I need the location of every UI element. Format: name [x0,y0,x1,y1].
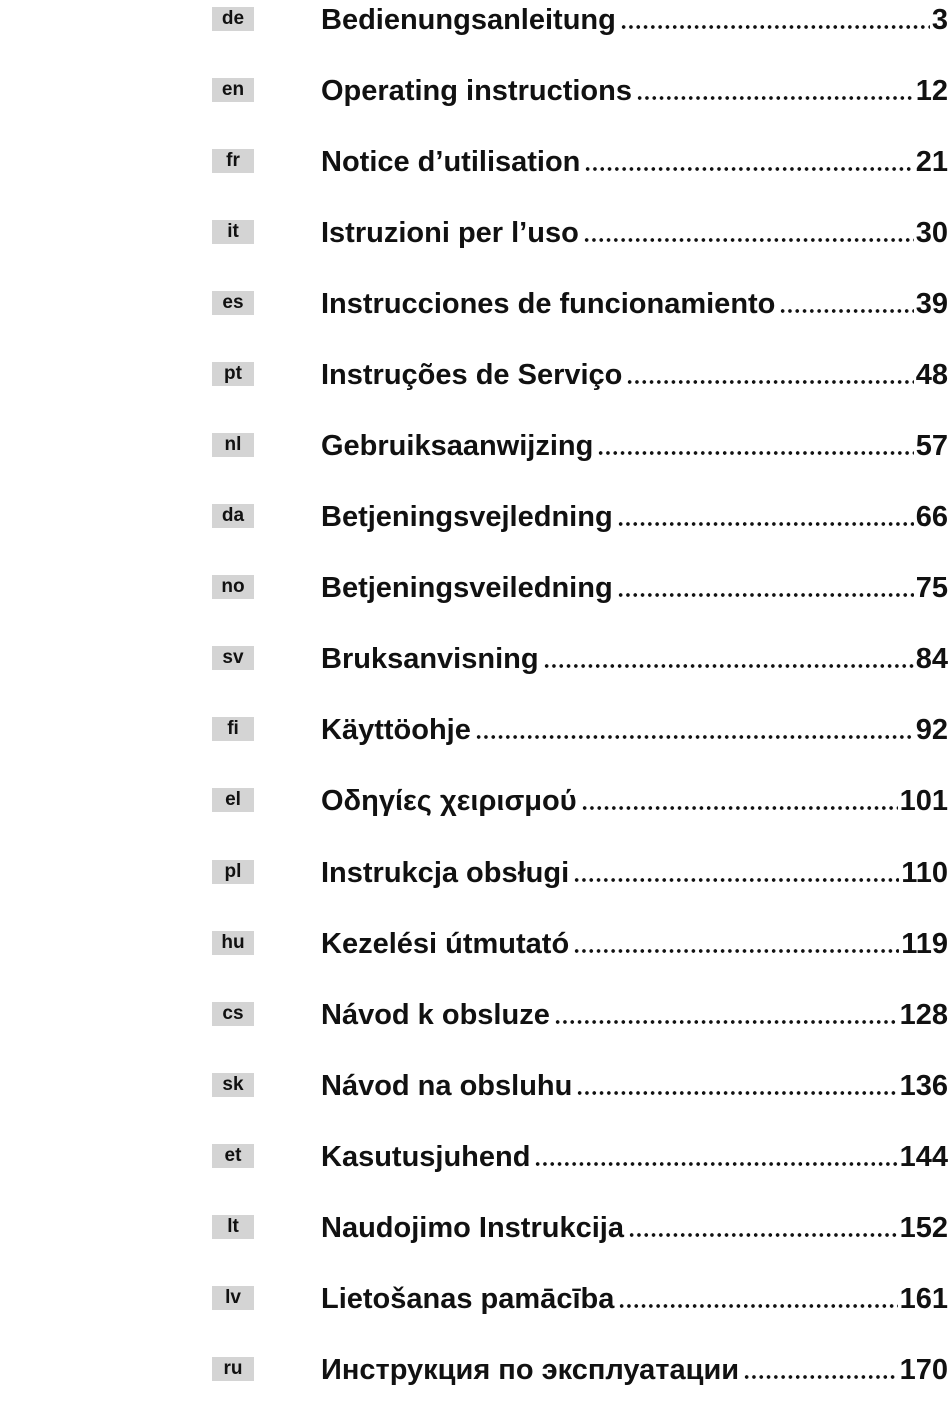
dot-leader [581,806,898,810]
toc-row-ru [0,1350,950,1390]
toc-page-number: 144 [899,1140,948,1173]
toc-entry-title: Betjeningsvejledning [321,500,613,533]
language-badge-fr: fr [212,149,254,173]
language-badge-hu: hu [212,931,254,955]
toc-page-number: 21 [915,145,948,178]
toc-row-et [0,1137,950,1177]
language-badge-it: it [212,220,254,244]
toc-page-number: 57 [915,429,948,462]
toc-page-number: 119 [901,927,948,960]
toc-page-number: 3 [931,3,948,36]
language-badge-sk: sk [212,1073,254,1097]
toc-row-sv [0,639,950,679]
toc-entry-title: Návod k obsluze [321,998,550,1031]
language-badge-de: de [212,7,254,31]
dot-leader [573,878,899,882]
toc-link-it[interactable] [321,213,948,253]
language-badge-et: et [212,1144,254,1168]
toc-page-number: 84 [915,642,948,675]
toc-link-cs[interactable] [321,995,948,1035]
toc-row-pl [0,853,950,893]
dot-leader [620,25,930,29]
toc-row-de [0,0,950,40]
language-badge-cs: cs [212,1002,254,1026]
toc-entry-title: Bruksanvisning [321,642,539,675]
language-badge-en: en [212,78,254,102]
toc-page-number: 101 [899,784,948,817]
toc-link-sv[interactable] [321,639,948,679]
toc-entry-title: Instrukcja obsługi [321,856,570,889]
toc-page-number: 92 [915,713,948,746]
dot-leader [543,664,914,668]
language-badge-pl: pl [212,860,254,884]
dot-leader [584,167,913,171]
language-badge-fi: fi [212,717,254,741]
toc-link-ru[interactable] [321,1350,948,1390]
toc-link-pl[interactable] [321,853,948,893]
toc-row-en [0,71,950,111]
toc-entry-title: Lietošanas pamācība [321,1282,615,1315]
toc-page-number: 152 [899,1211,948,1244]
language-badge-no: no [212,575,254,599]
toc-row-es [0,284,950,324]
language-badge-da: da [212,504,254,528]
toc-link-el[interactable] [321,781,948,821]
toc-link-fi[interactable] [321,710,948,750]
dot-leader [554,1020,898,1024]
dot-leader [534,1162,897,1166]
toc-entry-title: Istruzioni per l’uso [321,216,579,249]
toc-page-number: 128 [899,998,948,1031]
toc-entry-title: Instrucciones de funcionamiento [321,287,776,320]
toc-page-number: 170 [899,1353,948,1386]
toc-entry-title: Notice d’utilisation [321,145,581,178]
language-badge-ru: ru [212,1357,254,1381]
toc-link-hu[interactable] [321,924,948,964]
toc-row-pt [0,355,950,395]
toc-link-sk[interactable] [321,1066,948,1106]
toc-row-no [0,568,950,608]
toc-entry-title: Instruções de Serviço [321,358,623,391]
toc-entry-title: Betjeningsveiledning [321,571,613,604]
dot-leader [583,238,914,242]
toc-page-number: 30 [915,216,948,249]
toc-row-it [0,213,950,253]
toc-entry-title: Naudojimo Instrukcija [321,1211,624,1244]
dot-leader [636,96,914,100]
language-badge-pt: pt [212,362,254,386]
toc-page-number: 66 [915,500,948,533]
toc-link-et[interactable] [321,1137,948,1177]
language-badge-el: el [212,788,254,812]
toc-link-es[interactable] [321,284,948,324]
toc-link-da[interactable] [321,497,948,537]
toc-page-number: 48 [915,358,948,391]
toc-link-nl[interactable] [321,426,948,466]
toc-link-fr[interactable] [321,142,948,182]
toc-page-number: 136 [899,1069,948,1102]
language-badge-lv: lv [212,1286,254,1310]
toc-row-el [0,781,950,821]
language-badge-nl: nl [212,433,254,457]
dot-leader [573,949,899,953]
dot-leader [618,1304,897,1308]
toc-row-da [0,497,950,537]
toc-entry-title: Kasutusjuhend [321,1140,531,1173]
toc-entry-title: Käyttöohje [321,713,471,746]
toc-row-lt [0,1208,950,1248]
language-badge-es: es [212,291,254,315]
toc-entry-title: Operating instructions [321,74,632,107]
toc-link-lt[interactable] [321,1208,948,1248]
toc-entry-title: Kezelési útmutató [321,927,570,960]
toc-row-lv [0,1279,950,1319]
dot-leader [626,380,913,384]
toc-row-hu [0,924,950,964]
toc-row-nl [0,426,950,466]
toc-page-number: 161 [899,1282,948,1315]
toc-link-en[interactable] [321,71,948,111]
toc-page-number: 110 [901,856,948,889]
language-badge-lt: lt [212,1215,254,1239]
language-badge-sv: sv [212,646,254,670]
dot-leader [617,522,914,526]
toc-page-number: 39 [915,287,948,320]
toc-page-number: 75 [915,571,948,604]
toc-link-lv[interactable] [321,1279,948,1319]
toc-entry-title: Návod na obsluhu [321,1069,573,1102]
dot-leader [597,451,913,455]
toc-row-sk [0,1066,950,1106]
toc-row-fi [0,710,950,750]
toc-entry-title: Bedienungsanleitung [321,3,616,36]
toc-entry-title: Οδηγίες χειρισμού [321,784,577,817]
toc-entry-title: Инструкция по эксплуатации [321,1353,740,1386]
toc-row-fr [0,142,950,182]
dot-leader [475,735,914,739]
dot-leader [576,1091,897,1095]
toc-link-de[interactable] [321,0,948,40]
dot-leader [779,309,913,313]
toc-page-number: 12 [915,74,948,107]
toc-row-cs [0,995,950,1035]
dot-leader [743,1375,898,1379]
toc-entry-title: Gebruiksaanwijzing [321,429,594,462]
dot-leader [617,593,914,597]
dot-leader [628,1233,898,1237]
toc-link-no[interactable] [321,568,948,608]
toc-link-pt[interactable] [321,355,948,395]
